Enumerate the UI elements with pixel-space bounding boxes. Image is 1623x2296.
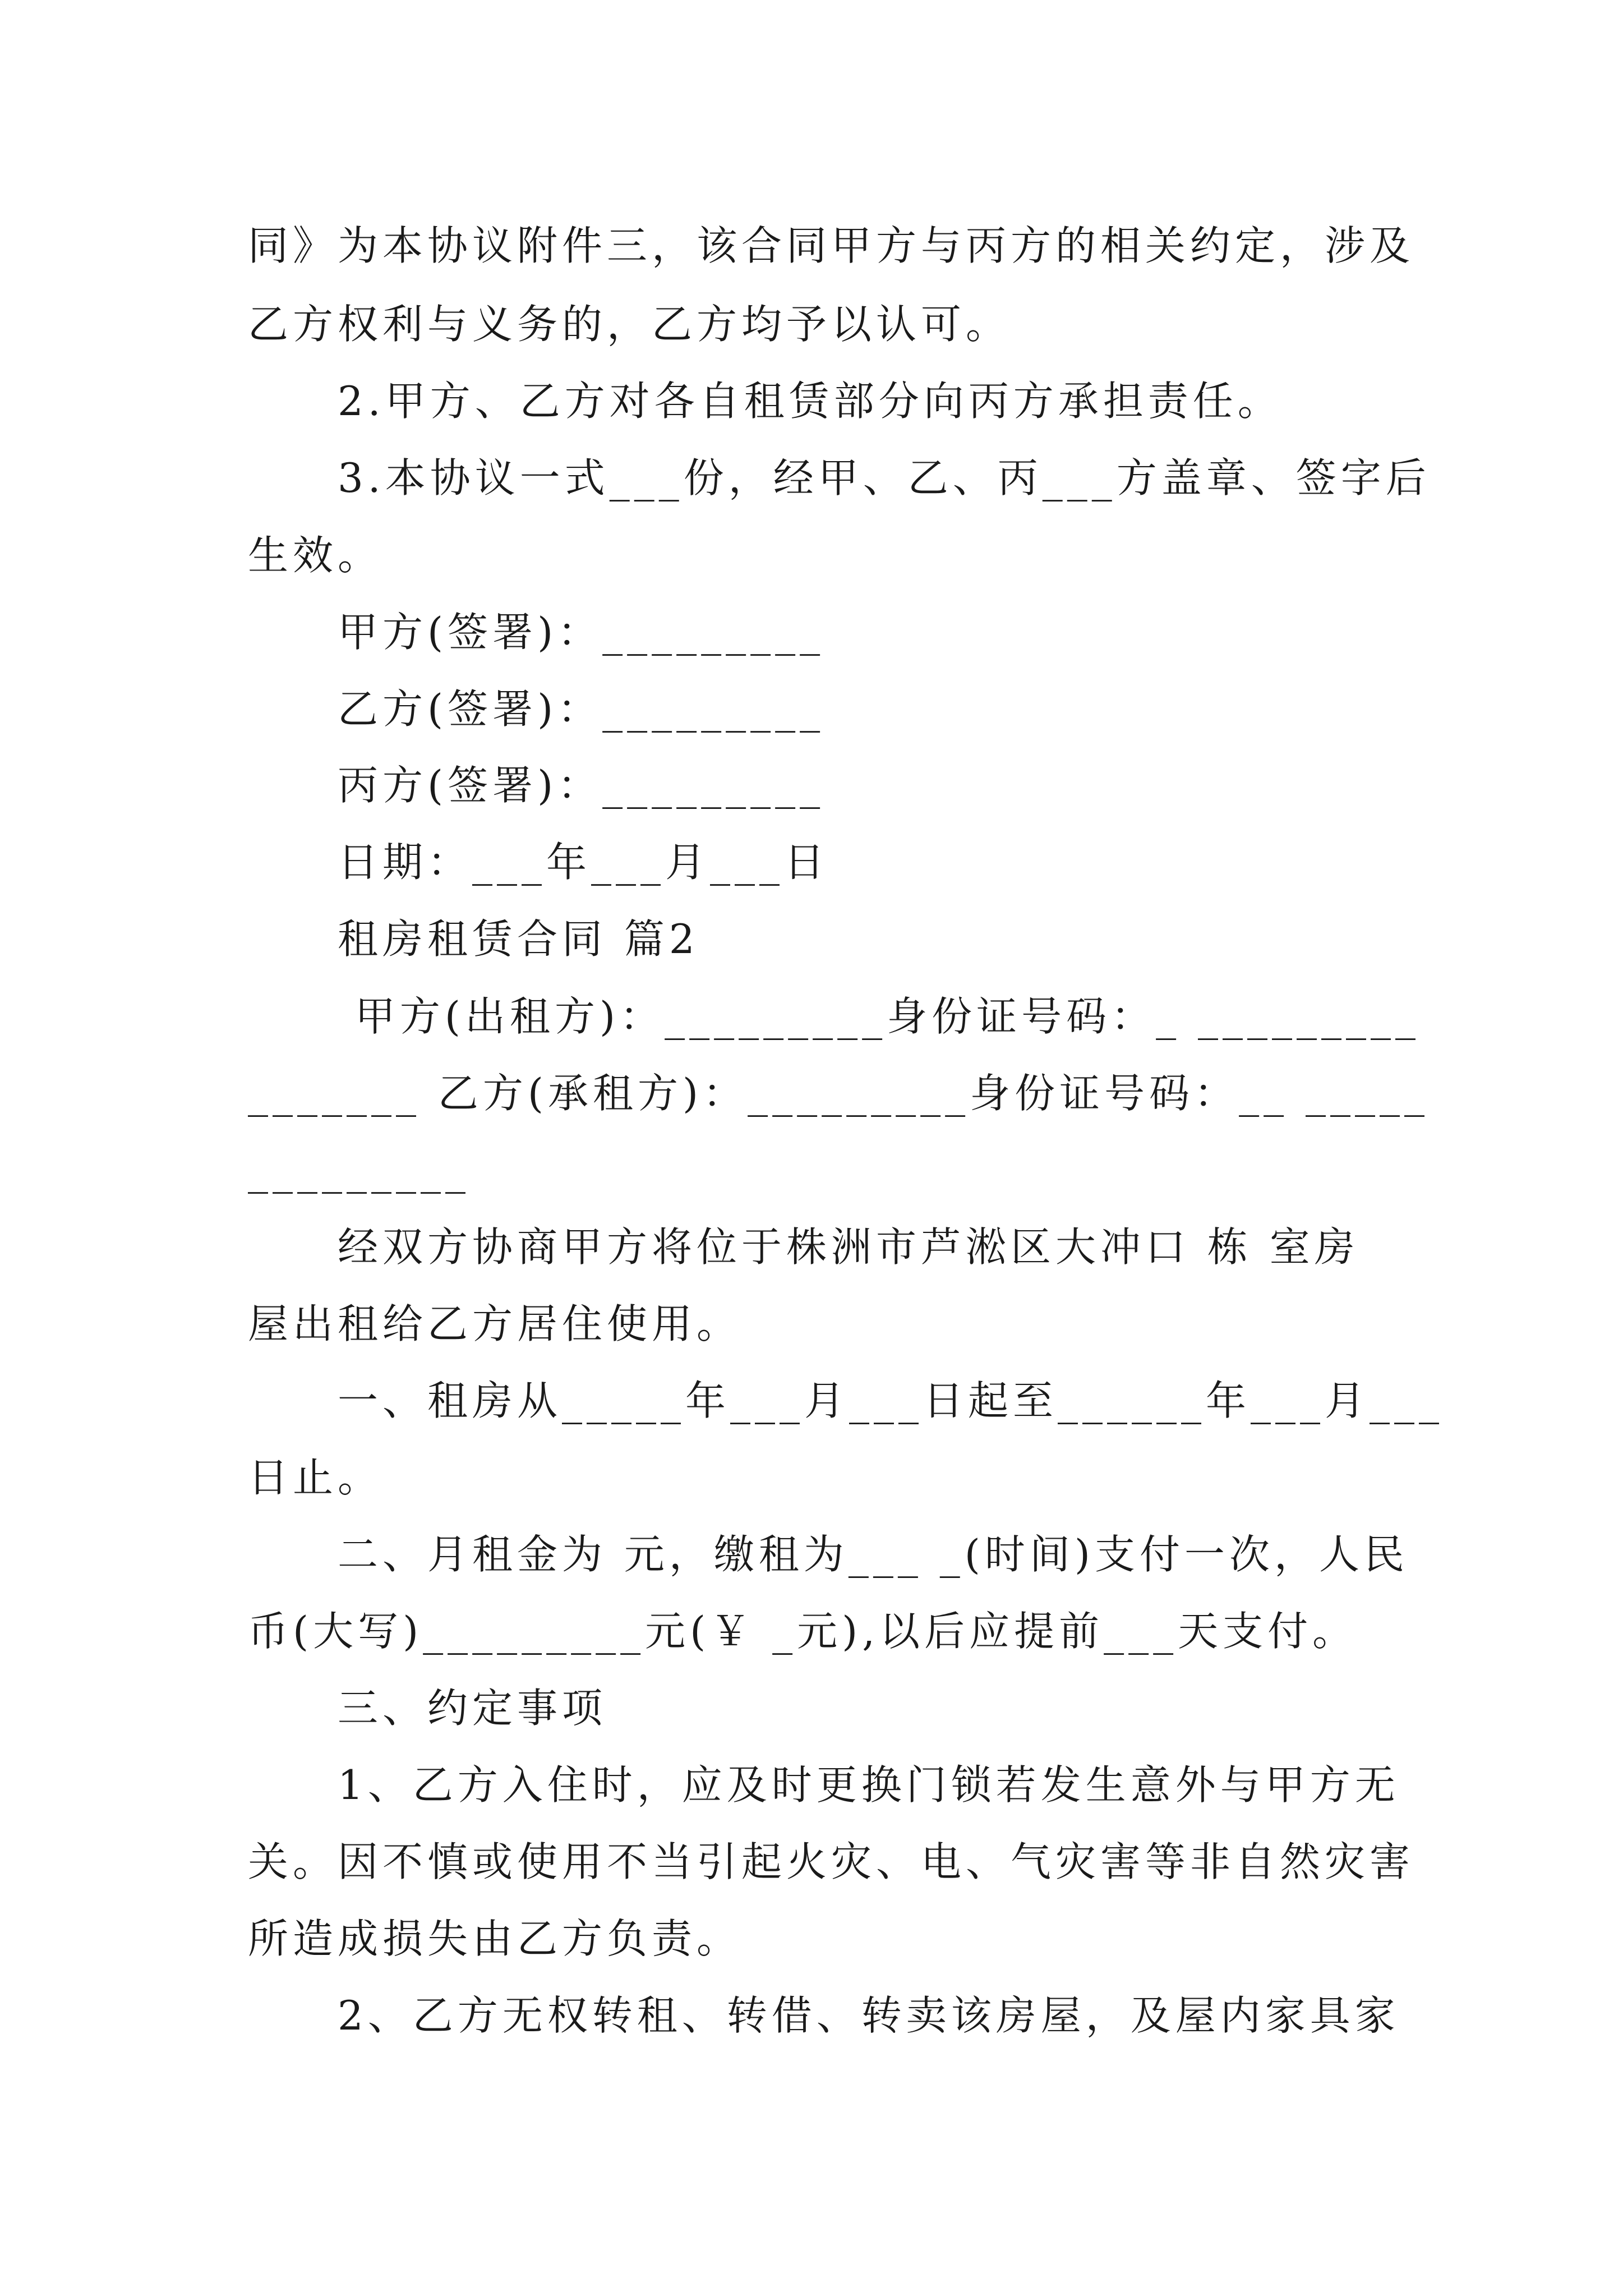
signature-line-party-b: 乙方(签署)：_________: [338, 685, 825, 733]
party-b-info-line: _______ 乙方(承租方)：_________身份证号码：__ _____: [248, 1070, 1429, 1117]
paragraph-line: 乙方权利与义务的，乙方均予以认可。: [248, 301, 1011, 348]
section-heading: 三、约定事项: [338, 1685, 607, 1732]
party-a-info-line: 甲方(出租方)：_________身份证号码：_ _________: [338, 993, 1420, 1040]
signature-line-party-c: 丙方(签署)：_________: [338, 762, 825, 809]
paragraph-line: 关。因不慎或使用不当引起火灾、电、气灾害等非自然灾害: [248, 1838, 1415, 1885]
paragraph-line: 币(大写)_________元(￥ _元),以后应提前___天支付。: [248, 1608, 1358, 1655]
party-b-info-continuation: _________: [248, 1147, 470, 1194]
paragraph-line: 经双方协商甲方将位于株洲市芦淞区大冲口 栋 室房: [338, 1223, 1359, 1271]
paragraph-line: 二、月租金为 元，缴租为___ _(时间)支付一次，人民: [338, 1531, 1409, 1578]
signature-line-party-a: 甲方(签署)：_________: [338, 609, 825, 656]
paragraph-line: 屋出租给乙方居住使用。: [248, 1300, 742, 1347]
paragraph-line: 2.甲方、乙方对各自租赁部分向丙方承担责任。: [338, 378, 1283, 425]
paragraph-line: 生效。: [248, 532, 383, 579]
paragraph-line: 一、租房从_____年___月___日起至______年___月___: [338, 1377, 1444, 1424]
paragraph-line: 同》为本协议附件三，该合同甲方与丙方的相关约定，涉及: [248, 222, 1415, 269]
paragraph-line: 2、乙方无权转租、转借、转卖该房屋，及屋内家具家: [338, 1992, 1400, 2039]
section-heading: 租房租赁合同 篇2: [338, 915, 699, 963]
date-line: 日期：___年___月___日: [338, 839, 829, 886]
paragraph-line: 1、乙方入住时，应及时更换门锁若发生意外与甲方无: [338, 1761, 1400, 1809]
paragraph-line: 所造成损失由乙方负责。: [248, 1915, 742, 1962]
paragraph-line: 3.本协议一式___份，经甲、乙、丙___方盖章、签字后: [338, 454, 1431, 501]
paragraph-line: 日止。: [248, 1454, 383, 1501]
